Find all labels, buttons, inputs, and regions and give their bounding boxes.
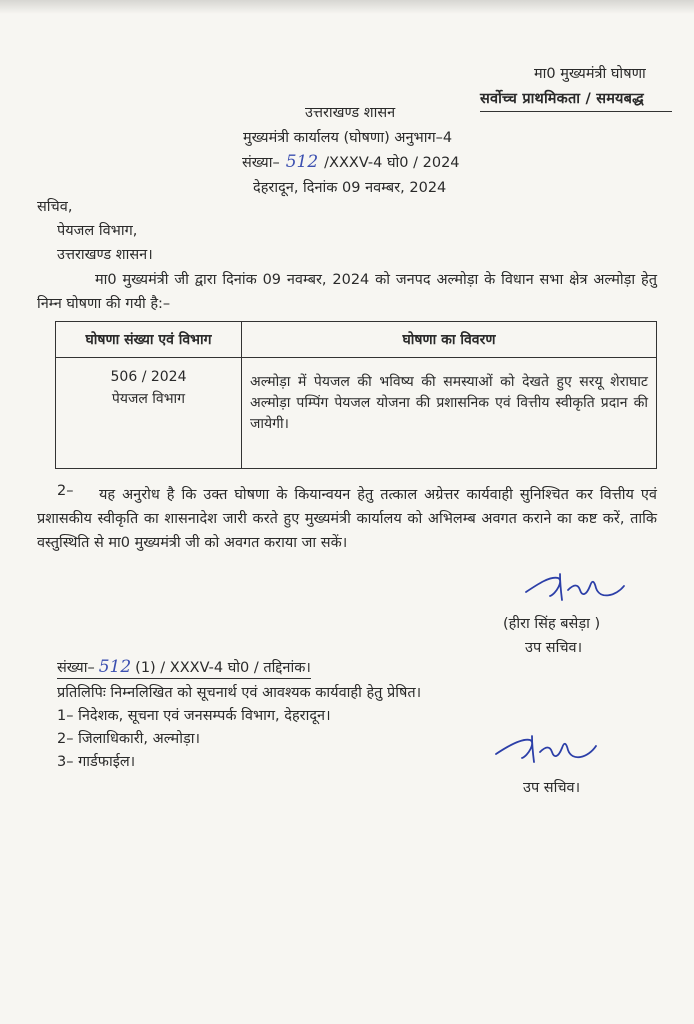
cm-announcement-label: मा0 मुख्यमंत्री घोषणा [534, 66, 646, 82]
announcement-department: पेयजल विभाग [111, 391, 186, 407]
letter-number-suffix: /XXXV-4 घो0 / 2024 [324, 155, 460, 171]
priority-label: सर्वोच्च प्राथमिकता / समयबद्ध [480, 91, 644, 107]
copy-item-3: 3– गार्डफाईल। [57, 754, 136, 770]
place-date: देहरादून, दिनांक 09 नवम्बर, 2024 [253, 180, 447, 196]
signature-2 [492, 728, 602, 768]
copy-item-2: 2– जिलाधिकारी, अल्मोड़ा। [57, 731, 200, 747]
copy-number [57, 657, 311, 679]
intro-paragraph: मा0 मुख्यमंत्री जी द्वारा दिनांक 09 नवम्बर, 2024 को जनपद अल्मोड़ा के विधान सभा क्षेत्र अल्मोड़ा हेतु निम्न घोषणा की गयी है:– [37, 272, 657, 312]
recipient-title: सचिव, [37, 199, 73, 215]
table-row [56, 358, 657, 469]
letter-number-handwritten: 512 [285, 152, 319, 172]
recipient-govt: उत्तराखण्ड शासन। [57, 247, 153, 263]
signatory-designation: उप सचिव। [525, 640, 583, 656]
table-header-row [56, 322, 657, 358]
copy-intro: प्रतिलिपिः निम्नलिखित को सूचनार्थ एवं आवश्यक कार्यवाही हेतु प्रेषित। [57, 685, 422, 701]
copy-number-prefix: संख्या– [57, 660, 95, 676]
para2-text: यह अनुरोध है कि उक्त घोषणा के कियान्वयन हेतु तत्काल अग्रेत्तर कार्यवाही सुनिश्चित कर वित्तीय एवं प्रशासकीय स्वीकृति का शासनादेश जारी करते हुए मुख्यमंत्री कार्यालय को अभिलम्ब अवगत कराने का कष्ट करें, ताकि वस्तुस्थिति से मा0 मुख्यमंत्री जी को अवगत कराया जा सकें। [37, 487, 657, 551]
copy-item-1: 1– निदेशक, सूचना एवं जनसम्पर्क विभाग, देहरादून। [57, 708, 331, 724]
announcement-number: 506 / 2024 [110, 369, 187, 385]
signature-1 [520, 566, 630, 606]
priority-underline [480, 111, 672, 112]
copy-number-handwritten: 512 [98, 657, 132, 677]
signatory-2-designation: उप सचिव। [523, 780, 581, 796]
office-name: मुख्यमंत्री कार्यालय (घोषणा) अनुभाग–4 [243, 130, 453, 146]
letter-number-prefix: संख्या– [242, 155, 280, 171]
scan-shadow [0, 0, 694, 14]
table-header-number: घोषणा संख्या एवं विभाग [56, 322, 242, 358]
announcement-table [55, 321, 657, 469]
signatory-name: (हीरा सिंह बसेड़ा ) [503, 616, 601, 632]
table-cell-description: अल्मोड़ा में पेयजल की भविष्य की समस्याओं को देखते हुए सरयू शेराघाट अल्मोड़ा पम्पिंग पेयजल योजना की प्रशासनिक एवं वित्तीय स्वीकृति प्रदान की जायेगी। [242, 358, 657, 469]
table-header-description: घोषणा का विवरण [242, 322, 657, 358]
copy-number-suffix: (1) / XXXV-4 घो0 / तद्दिनांक। [135, 660, 311, 676]
recipient-department: पेयजल विभाग, [57, 223, 138, 239]
para2-number: 2– [57, 483, 74, 499]
letter-number [242, 152, 460, 172]
table-cell-number [56, 358, 242, 469]
govt-name: उत्तराखण्ड शासन [305, 105, 396, 121]
